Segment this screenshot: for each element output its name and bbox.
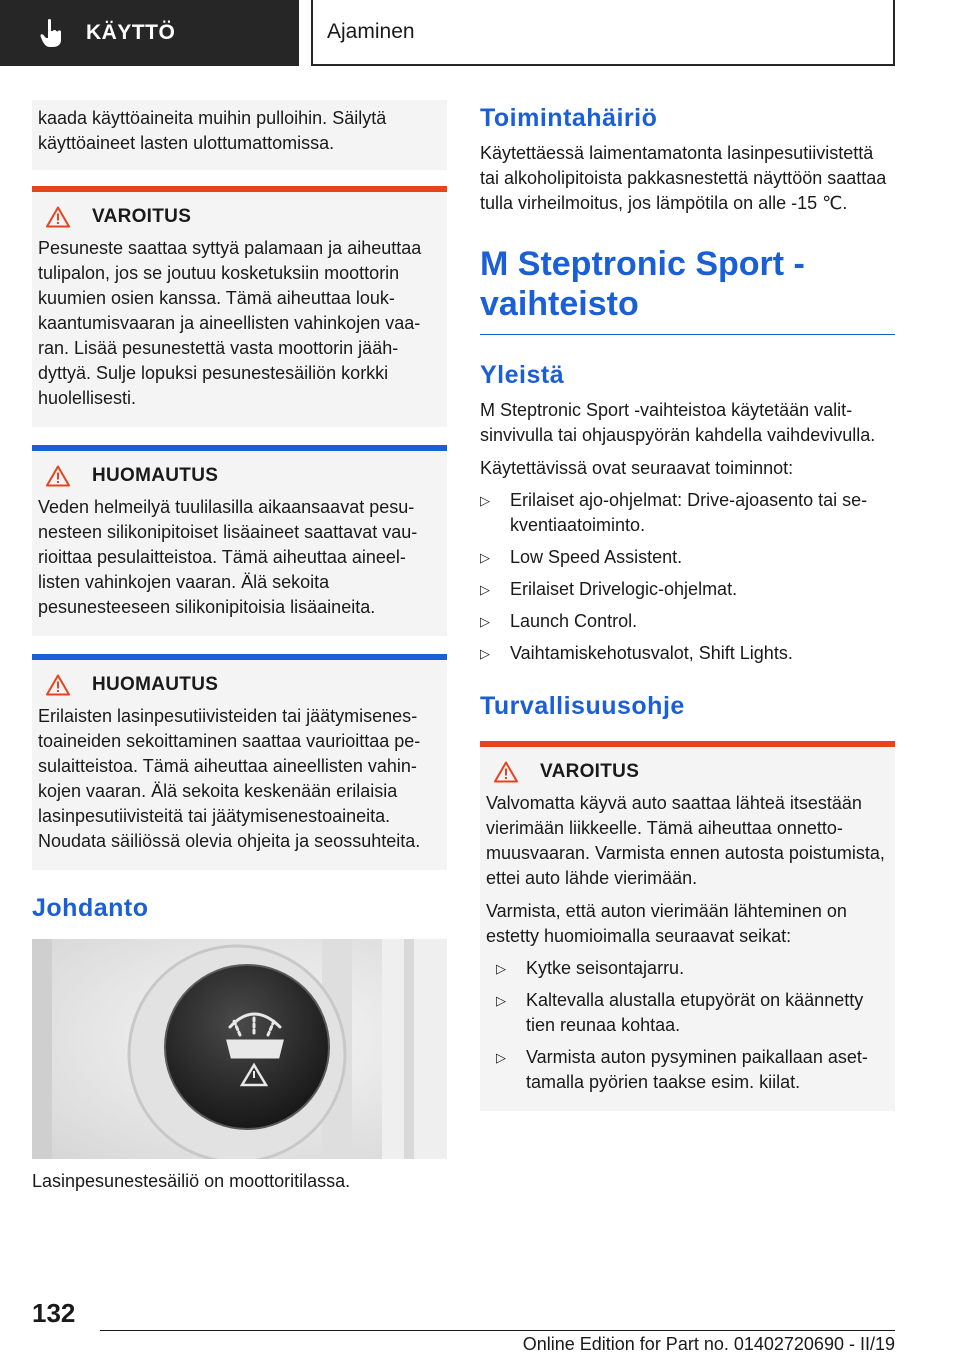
notice-title: HUOMAUTUS: [92, 674, 219, 695]
functions-list: [480, 488, 895, 666]
continued-notice: [32, 100, 447, 170]
list-item: ▷ Erilaiset Drivelogic-ohjelmat.: [480, 577, 895, 602]
list-item: ▷ Varmista auton pysyminen paikallaan asettamalla pyörien taakse esim. kiilat.: [496, 1047, 868, 1092]
warning-notice-fire: [32, 186, 447, 427]
chapter-tab[interactable]: [0, 0, 299, 66]
triangle-bullet-icon: ▷: [480, 646, 490, 661]
triangle-bullet-icon: ▷: [496, 993, 506, 1008]
caution-notice-silicone: [32, 445, 447, 636]
notice-title: VAROITUS: [540, 761, 640, 782]
continued-text: kaada käyttöaineita muihin pulloihin. Säilytä käyttöaineet lasten ulottumattomissa.: [38, 108, 387, 153]
washer-reservoir-image: [32, 939, 447, 1159]
triangle-bullet-icon: ▷: [480, 582, 490, 597]
notice-title: HUOMAUTUS: [92, 465, 219, 486]
right-column: [480, 100, 895, 1129]
triangle-bullet-icon: ▷: [496, 1050, 506, 1065]
list-item: ▷ Vaihtamiskehotusvalot, Shift Lights.: [480, 641, 895, 666]
warning-triangle-icon: [494, 761, 518, 783]
warning-triangle-icon: [46, 465, 70, 487]
triangle-bullet-icon: ▷: [496, 961, 506, 976]
heading-rule: [480, 334, 895, 335]
caution-notice-mixing: [32, 654, 447, 870]
list-item: ▷ Low Speed Assistent.: [480, 545, 895, 570]
intro-heading: Johdanto: [32, 894, 149, 922]
safety-list: [486, 956, 887, 1095]
notice-text: Varmista, että auton vierimään lähteminen on estetty huomioimalla seuraavat seikat:: [486, 901, 847, 946]
list-item: ▷ Erilaiset ajo-ohjelmat: Drive-ajoasento tai sekventiaatoiminto.: [480, 490, 868, 535]
general-heading: Yleistä: [480, 361, 565, 389]
chapter-label: KÄYTTÖ: [86, 21, 176, 44]
notice-text: Veden helmeilyä tuulilasilla aikaansaavat pesunesteen silikonipitoiset lisäaineet saattavat vaurioittaa pesulaitteistoa. Tämä aiheuttaa aineellisten vahinkojen vaaran. Älä sekoita pesunesteeseen silikonipitoisia lisäaineita.: [38, 497, 418, 617]
fault-heading: Toimintahäiriö: [480, 104, 658, 132]
safety-heading: Turvallisuusohje: [480, 692, 685, 720]
left-column: [32, 100, 447, 1192]
general-text: M Steptronic Sport -vaihteistoa käytetään valitsinvivulla tai ohjauspyörän kahdella vaihdevivulla.: [480, 400, 876, 445]
section-label: Ajaminen: [327, 20, 415, 43]
hand-pointer-icon: [32, 13, 72, 53]
notice-text: Pesuneste saattaa syttyä palamaan ja aiheuttaa tulipalon, jos se joutuu kosketuksiin moottorin kuumien osien kanssa. Tämä aiheuttaa loukkaantumisvaaran ja aineellisten vahinkojen vaaran. Lisää pesunestettä vasta moottorin jäähdyttyä. Sulje lopuksi pesunestesäiliön korkki huolellisesti.: [38, 238, 422, 408]
page-header: [0, 0, 960, 66]
functions-intro: Käytettävissä ovat seuraavat toiminnot:: [480, 458, 794, 478]
list-item: ▷ Kytke seisontajarru.: [496, 956, 887, 981]
edition-text: Online Edition for Part no. 01402720690 - II/19: [522, 1334, 895, 1354]
page-number: 132: [32, 1298, 76, 1328]
main-heading: M Steptronic Sport -vaihteisto: [480, 245, 805, 323]
warning-triangle-icon: [46, 206, 70, 228]
triangle-bullet-icon: ▷: [480, 550, 490, 565]
notice-text: Erilaisten lasinpesutiivisteiden tai jäätymisenestoaineiden sekoittaminen saattaa vaurioittaa pesulaitteistoa. Tämä aiheuttaa aineellisten vahinkojen vaaran. Älä sekoita keskenään erilaisia lasinpesutiivisteitä tai jäätymisenestoaineita. Noudata säiliössä olevia ohjeita ja seossuhteita.: [38, 706, 421, 851]
list-item: ▷ Launch Control.: [480, 609, 895, 634]
notice-title: VAROITUS: [92, 206, 192, 227]
image-caption: Lasinpesunestesäiliö on moottoritilassa.: [32, 1171, 351, 1191]
section-tab[interactable]: [311, 0, 895, 66]
footer-rule: [100, 1330, 895, 1331]
fault-text: Käytettäessä laimentamatonta lasinpesutiivistettä tai alkoholipitoista pakkasnestettä näyttöön saattaa tulla virheilmoitus, jos lämpötila on alle -15 ℃.: [480, 143, 887, 213]
warning-triangle-icon: [46, 674, 70, 696]
notice-text: Valvomatta käyvä auto saattaa lähteä itsestään vierimään liikkeelle. Tämä aiheuttaa onnettomuusvaaran. Varmista ennen autosta poistumista, ettei auto lähde vierimään.: [486, 793, 885, 888]
warning-notice-rolling: [480, 741, 895, 1111]
list-item: ▷ Kaltevalla alustalla etupyörät on käännetty tien reunaa kohtaa.: [496, 990, 864, 1035]
triangle-bullet-icon: ▷: [480, 614, 490, 629]
triangle-bullet-icon: ▷: [480, 493, 490, 508]
